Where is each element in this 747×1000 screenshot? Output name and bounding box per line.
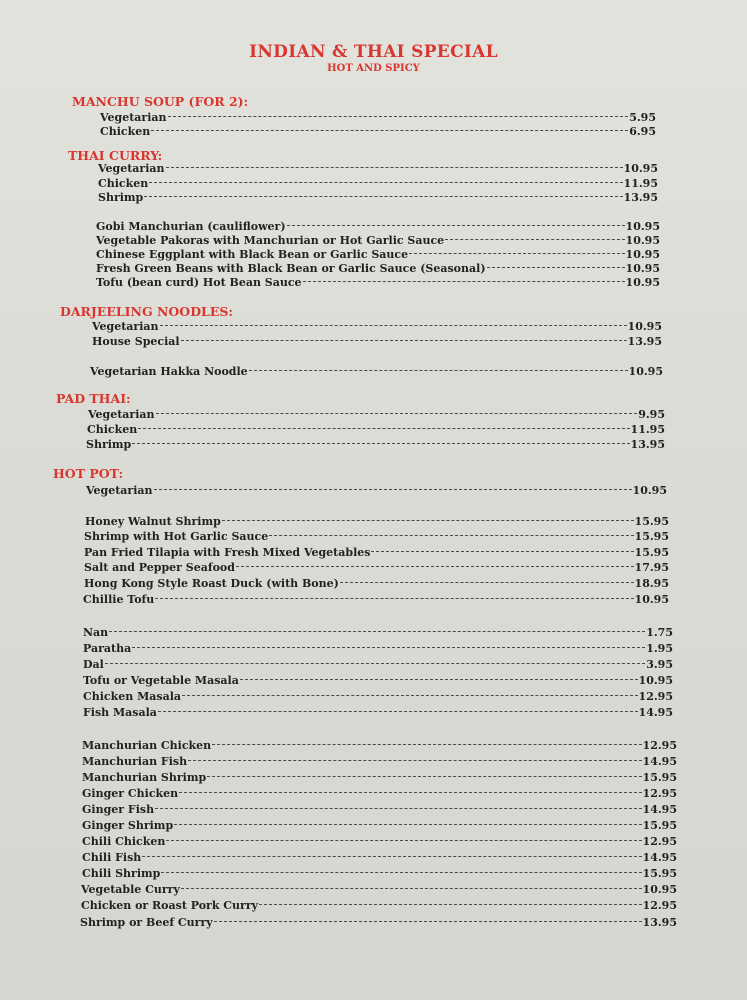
menu-item-price: 10.95 (634, 593, 669, 606)
menu-item-name: Manchurian Fish (82, 755, 188, 768)
menu-item (86, 483, 667, 498)
dotted-leader (340, 582, 634, 583)
dotted-leader (212, 744, 641, 745)
menu-item-price: 1.95 (646, 642, 673, 655)
dotted-leader (132, 647, 645, 648)
menu-item (82, 754, 677, 769)
menu-item-name: Paratha (83, 642, 132, 655)
menu-item (81, 882, 677, 897)
dotted-leader (155, 598, 633, 599)
dotted-leader (168, 116, 629, 117)
dotted-leader (138, 428, 629, 429)
menu-item (82, 850, 677, 865)
dotted-leader (181, 340, 627, 341)
menu-item-name: Chinese Eggplant with Black Bean or Garlic Sauce (96, 248, 409, 261)
menu-item-name: Hong Kong Style Roast Duck (with Bone) (84, 577, 339, 590)
section-heading: MANCHU SOUP (FOR 2): (72, 94, 249, 109)
menu-item-name: Manchurian Shrimp (82, 771, 207, 784)
dotted-leader (371, 551, 633, 552)
menu-item (82, 802, 677, 817)
menu-item-name: Tofu or Vegetable Masala (83, 674, 239, 687)
dotted-leader (149, 182, 622, 183)
menu-item-price: 10.95 (642, 883, 677, 896)
menu-item-name: Chicken or Roast Pork Curry (81, 899, 259, 912)
menu-item (87, 422, 665, 437)
menu-item-price: 10.95 (627, 320, 662, 333)
menu-subtitle: HOT AND SPICY (327, 63, 420, 74)
dotted-leader (109, 631, 645, 632)
menu-item (81, 898, 677, 913)
menu-item (100, 124, 656, 139)
menu-item-price: 15.95 (634, 546, 669, 559)
menu-item-name: Salt and Pepper Seafood (84, 561, 235, 574)
menu-item-name: Fish Masala (83, 706, 157, 719)
dotted-leader (158, 711, 638, 712)
menu-item-name: Ginger Fish (82, 803, 155, 816)
menu-item (85, 514, 669, 529)
menu-item-price: 6.95 (629, 125, 656, 138)
dotted-leader (154, 489, 632, 490)
menu-item (90, 364, 663, 379)
dotted-leader (259, 904, 642, 905)
menu-item (96, 261, 660, 276)
menu-item-price: 10.95 (625, 262, 660, 275)
menu-item-name: Fresh Green Beans with Black Bean or Garlic Sauce (Seasonal) (96, 262, 486, 275)
menu-item (82, 866, 677, 881)
menu-item-name: Vegetarian (100, 111, 167, 124)
menu-item (82, 770, 677, 785)
menu-item-name: Chicken (87, 423, 138, 436)
menu-item (96, 233, 660, 248)
dotted-leader (155, 808, 641, 809)
menu-item-price: 10.95 (628, 365, 663, 378)
menu-item (83, 705, 673, 720)
dotted-leader (487, 267, 625, 268)
menu-item (83, 625, 673, 640)
menu-item (86, 437, 665, 452)
menu-item-price: 15.95 (642, 771, 677, 784)
menu-item-name: Chicken Masala (83, 690, 182, 703)
menu-item (83, 689, 673, 704)
dotted-leader (240, 679, 638, 680)
menu-item-name: Manchurian Chicken (82, 739, 212, 752)
menu-item-name: Gobi Manchurian (cauliflower) (96, 220, 286, 233)
menu-item-name: Vegetarian (86, 484, 153, 497)
menu-item-name: Chillie Tofu (83, 593, 155, 606)
menu-item (98, 176, 658, 191)
menu-item-price: 14.95 (642, 803, 677, 816)
section-heading: HOT POT: (53, 466, 124, 481)
dotted-leader (214, 921, 642, 922)
menu-item (96, 247, 660, 262)
dotted-leader (287, 225, 625, 226)
menu-item-price: 10.95 (632, 484, 667, 497)
menu-item-price: 14.95 (638, 706, 673, 719)
menu-item-price: 13.95 (623, 191, 658, 204)
menu-item-name: Vegetarian (98, 162, 165, 175)
dotted-leader (409, 253, 624, 254)
menu-item (83, 657, 673, 672)
menu-item (92, 334, 662, 349)
menu-item-price: 12.95 (642, 787, 677, 800)
dotted-leader (269, 535, 633, 536)
menu-item (84, 576, 669, 591)
dotted-leader (151, 130, 628, 131)
dotted-leader (182, 695, 638, 696)
menu-title: INDIAN & THAI SPECIAL (249, 42, 498, 62)
menu-item-name: Chicken (100, 125, 151, 138)
menu-item-name: Shrimp (86, 438, 132, 451)
menu-item (88, 407, 665, 422)
dotted-leader (249, 370, 628, 371)
menu-item (83, 673, 673, 688)
menu-item-name: Chicken (98, 177, 149, 190)
dotted-leader (132, 443, 629, 444)
menu-item-price: 10.95 (623, 162, 658, 175)
menu-item-price: 12.95 (638, 690, 673, 703)
menu-item (84, 529, 669, 544)
menu-item-price: 15.95 (634, 530, 669, 543)
menu-item-price: 10.95 (625, 248, 660, 261)
menu-item-price: 13.95 (630, 438, 665, 451)
menu-item-name: House Special (92, 335, 180, 348)
dotted-leader (160, 325, 627, 326)
menu-item-price: 14.95 (642, 851, 677, 864)
dotted-leader (236, 566, 634, 567)
dotted-leader (156, 413, 638, 414)
dotted-leader (161, 872, 641, 873)
menu-item-name: Vegetarian (88, 408, 155, 421)
menu-item-name: Ginger Shrimp (82, 819, 174, 832)
menu-item-price: 13.95 (627, 335, 662, 348)
menu-item (96, 219, 660, 234)
menu-item-price: 9.95 (638, 408, 665, 421)
menu-item-name: Dal (83, 658, 104, 671)
menu-item (82, 834, 677, 849)
dotted-leader (174, 824, 641, 825)
menu-item-price: 12.95 (642, 899, 677, 912)
menu-item (80, 915, 677, 930)
section-heading: THAI CURRY: (68, 148, 163, 163)
menu-item-price: 12.95 (642, 835, 677, 848)
section-heading: PAD THAI: (56, 391, 131, 406)
menu-item-price: 18.95 (634, 577, 669, 590)
menu-item-price: 11.95 (623, 177, 658, 190)
menu-item-price: 14.95 (642, 755, 677, 768)
menu-item-name: Vegetable Curry (81, 883, 180, 896)
menu-item-name: Shrimp with Hot Garlic Sauce (84, 530, 269, 543)
menu-item (98, 190, 658, 205)
menu-item-name: Chili Shrimp (82, 867, 161, 880)
menu-item (82, 786, 677, 801)
menu-item-price: 15.95 (634, 515, 669, 528)
menu-item-name: Shrimp or Beef Curry (80, 916, 213, 929)
menu-item-price: 10.95 (625, 234, 660, 247)
menu-item (96, 275, 660, 290)
menu-item-price: 3.95 (646, 658, 673, 671)
menu-item-name: Tofu (bean curd) Hot Bean Sauce (96, 276, 302, 289)
section-heading: DARJEELING NOODLES: (60, 304, 233, 319)
menu-item-price: 1.75 (646, 626, 673, 639)
menu-item-price: 10.95 (625, 276, 660, 289)
menu-item-name: Chili Fish (82, 851, 142, 864)
menu-item-price: 11.95 (630, 423, 665, 436)
dotted-leader (222, 520, 634, 521)
menu-item (84, 560, 669, 575)
menu-item-price: 13.95 (642, 916, 677, 929)
menu-item-price: 15.95 (642, 867, 677, 880)
menu-item-name: Vegetarian Hakka Noodle (90, 365, 248, 378)
dotted-leader (144, 196, 622, 197)
dotted-leader (105, 663, 645, 664)
dotted-leader (207, 776, 641, 777)
dotted-leader (179, 792, 641, 793)
menu-item-price: 5.95 (629, 111, 656, 124)
menu-item-price: 10.95 (638, 674, 673, 687)
menu-item (82, 818, 677, 833)
dotted-leader (303, 281, 625, 282)
menu-item-name: Honey Walnut Shrimp (85, 515, 221, 528)
menu-item (92, 319, 662, 334)
menu-item-name: Pan Fried Tilapia with Fresh Mixed Vegetables (84, 546, 371, 559)
dotted-leader (166, 167, 623, 168)
menu-item (82, 738, 677, 753)
menu-item (83, 592, 669, 607)
menu-item (83, 641, 673, 656)
menu-item-price: 17.95 (634, 561, 669, 574)
menu-item-name: Nan (83, 626, 109, 639)
menu-item (100, 110, 656, 125)
menu-item-name: Vegetarian (92, 320, 159, 333)
dotted-leader (142, 856, 641, 857)
menu-item (98, 161, 658, 176)
menu-item-price: 12.95 (642, 739, 677, 752)
dotted-leader (188, 760, 641, 761)
menu-item-name: Chili Chicken (82, 835, 166, 848)
menu-item-price: 10.95 (625, 220, 660, 233)
dotted-leader (181, 888, 642, 889)
menu-item-name: Shrimp (98, 191, 144, 204)
menu-item (84, 545, 669, 560)
menu-item-name: Vegetable Pakoras with Manchurian or Hot Garlic Sauce (96, 234, 445, 247)
menu-item-price: 15.95 (642, 819, 677, 832)
dotted-leader (166, 840, 641, 841)
menu-item-name: Ginger Chicken (82, 787, 179, 800)
dotted-leader (445, 239, 624, 240)
